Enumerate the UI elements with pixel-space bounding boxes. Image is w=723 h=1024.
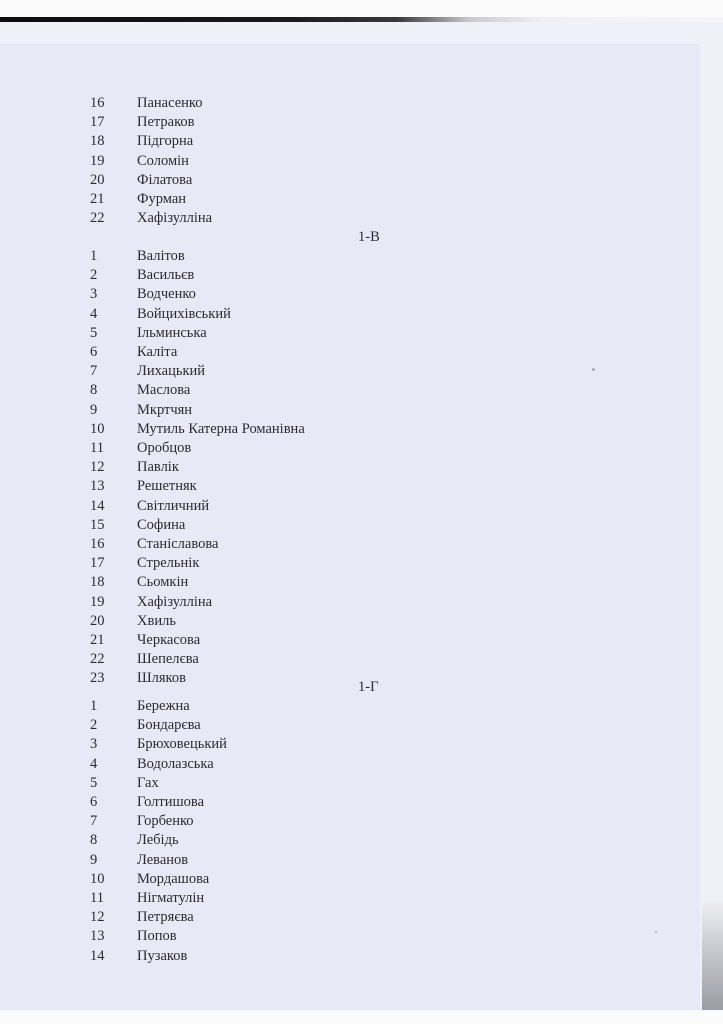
student-name: Бережна	[137, 698, 190, 714]
item-number: 15	[90, 517, 105, 533]
student-name: Філатова	[137, 172, 193, 188]
student-name: Брюховецький	[137, 736, 227, 752]
student-name: Голтишова	[137, 794, 205, 810]
student-name: Лебідь	[137, 832, 179, 848]
item-number: 14	[90, 498, 105, 514]
student-name: Водченко	[137, 286, 196, 302]
item-number: 14	[90, 948, 105, 964]
student-name: Решетняк	[137, 478, 197, 494]
item-number: 3	[90, 286, 98, 302]
student-name: Мкртчян	[137, 402, 193, 418]
item-number: 17	[90, 114, 105, 130]
item-number: 12	[90, 909, 105, 925]
item-number: 18	[90, 574, 105, 590]
student-name: Хвиль	[137, 613, 176, 629]
item-number: 9	[90, 852, 98, 868]
student-name: Павлік	[137, 459, 179, 475]
item-number: 8	[90, 832, 98, 848]
student-name: Панасенко	[137, 95, 203, 111]
item-number: 7	[90, 363, 98, 379]
item-number: 21	[90, 191, 105, 207]
student-name: Нігматулін	[137, 890, 205, 906]
class-heading: 1-В	[358, 229, 380, 245]
student-name: Стрельнік	[137, 555, 200, 571]
student-name: Каліта	[137, 344, 178, 360]
item-number: 10	[90, 871, 105, 887]
item-number: 5	[90, 775, 98, 791]
student-name: Попов	[137, 928, 177, 944]
student-name: Світличний	[137, 498, 210, 514]
item-number: 23	[90, 670, 105, 686]
student-name: Мордашова	[137, 871, 210, 887]
student-name: Петряєва	[137, 909, 194, 925]
item-number: 12	[90, 459, 105, 475]
item-number: 4	[90, 306, 98, 322]
student-name: Гах	[137, 775, 159, 791]
item-number: 2	[90, 267, 98, 283]
student-name: Хафізулліна	[137, 594, 213, 610]
item-number: 21	[90, 632, 105, 648]
item-number: 1	[90, 248, 98, 264]
student-name: Фурман	[137, 191, 187, 207]
item-number: 16	[90, 95, 105, 111]
item-number: 1	[90, 698, 98, 714]
item-number: 20	[90, 172, 105, 188]
item-number: 4	[90, 756, 98, 772]
student-name: Войцихівський	[137, 306, 231, 322]
item-number: 11	[90, 440, 104, 456]
student-name: Мутиль Катерна Романівна	[137, 421, 305, 437]
student-name: Підгорна	[137, 133, 194, 149]
student-name: Оробцов	[137, 440, 192, 456]
student-name: Хафізулліна	[137, 210, 213, 226]
class-heading: 1-Г	[358, 679, 379, 695]
student-name: Лихацький	[137, 363, 206, 379]
student-name: Горбенко	[137, 813, 194, 829]
item-number: 20	[90, 613, 105, 629]
item-number: 3	[90, 736, 98, 752]
item-number: 16	[90, 536, 105, 552]
item-number: 19	[90, 153, 105, 169]
item-number: 6	[90, 794, 98, 810]
student-name: Станіславова	[137, 536, 219, 552]
student-name: Шепелєва	[137, 651, 199, 667]
item-number: 13	[90, 928, 105, 944]
item-number: 8	[90, 382, 98, 398]
item-number: 22	[90, 651, 105, 667]
student-name: Пузаков	[137, 948, 188, 964]
item-number: 17	[90, 555, 105, 571]
item-number: 2	[90, 717, 98, 733]
student-name: Маслова	[137, 382, 191, 398]
item-number: 19	[90, 594, 105, 610]
item-number: 11	[90, 890, 104, 906]
student-name: Васильєв	[137, 267, 195, 283]
item-number: 22	[90, 210, 105, 226]
student-name: Ільминська	[137, 325, 207, 341]
student-name: Петраков	[137, 114, 195, 130]
item-number: 18	[90, 133, 105, 149]
item-number: 9	[90, 402, 98, 418]
student-name: Соломін	[137, 153, 189, 169]
student-name: Валітов	[137, 248, 185, 264]
student-name: Водолазська	[137, 756, 214, 772]
item-number: 13	[90, 478, 105, 494]
student-name: Бондарєва	[137, 717, 201, 733]
item-number: 10	[90, 421, 105, 437]
item-number: 6	[90, 344, 98, 360]
item-number: 5	[90, 325, 98, 341]
student-name: Шляков	[137, 670, 186, 686]
student-name: Леванов	[137, 852, 189, 868]
student-name: Софина	[137, 517, 186, 533]
student-name: Сьомкін	[137, 574, 189, 590]
student-name: Черкасова	[137, 632, 201, 648]
item-number: 7	[90, 813, 98, 829]
